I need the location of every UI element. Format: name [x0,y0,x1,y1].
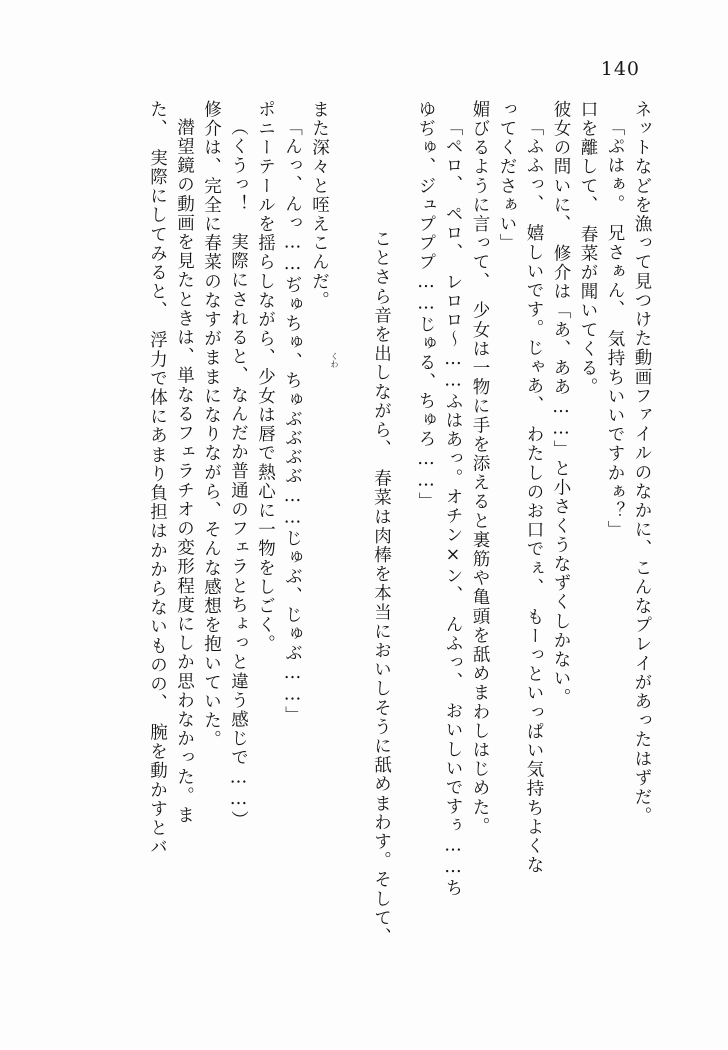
vertical-text-block [78,100,650,980]
page-number: 140 [600,58,640,80]
text-line: ってくださぁい」 [497,100,517,253]
text-line: ネットなどを漁って見つけた動画ファイルのなかに、こんなプレイがあったはずだ。 [632,100,652,826]
text-line: た、 実際にしてみると、 浮力で体にあまり負担はかからないものの、 腕を動かすとバ [147,100,168,857]
text-line: ポニーテールを揺らしながら、少女は唇で熱心に一物をしごく。 [255,100,276,654]
text-line: 媚びるように言って、 少女は一物に手を添えると裏筋や亀頭を舐めまわしはじめた。 [470,100,490,837]
text-line [330,100,407,980]
text-line: 彼女の問いに、 修介は「あ、ああ……」と小さくうなずくしかない。 [551,100,571,708]
text-line: 「ぷはぁ。 兄さぁん、 気持ちいいですかぁ？」 [605,118,625,540]
ruby-annotation: くわ [330,352,339,368]
text-line: また深々と咥えこんだ。 [309,100,330,311]
text-line: ゆぢゅ、ジュプププ……じゅる、ちゅろ……」 [416,100,436,512]
text-line: 「んっ、んっ……ぢゅちゅ、ちゅぶぶぶぶ……じゅぶ、じゅぶ……」 [282,118,303,726]
text-line: 「ふふっ、 嬉しいです。じゃあ、 わたしのお口でぇ、 もーっといっぱい気持ちよくな [524,118,544,875]
text-line: 口を離して、 春菜が聞いてくる。 [578,100,598,397]
text-line: （くうっ！ 実際にされると、なんだか普通のフェラとちょっと違う感じで……） [228,118,249,830]
text-line: 修介は、完全に春菜のなすがままになりながら、そんな感想を抱いていた。 [201,100,222,750]
text-line-content: ことさら音を出しながら、 春菜は肉棒を本当においしそうに舐めまわす。そして、 [371,229,392,947]
text-line: 「ペロ、 ペロ、 レロロ〜……ふはあっ。オチン×ン、 んふっ、 おいしいですぅ……ち [443,118,463,898]
text-line: 潜望鏡の動画を見たときは、単なるフェラチオの変形程度にしか思わなかった。ま [174,118,195,825]
